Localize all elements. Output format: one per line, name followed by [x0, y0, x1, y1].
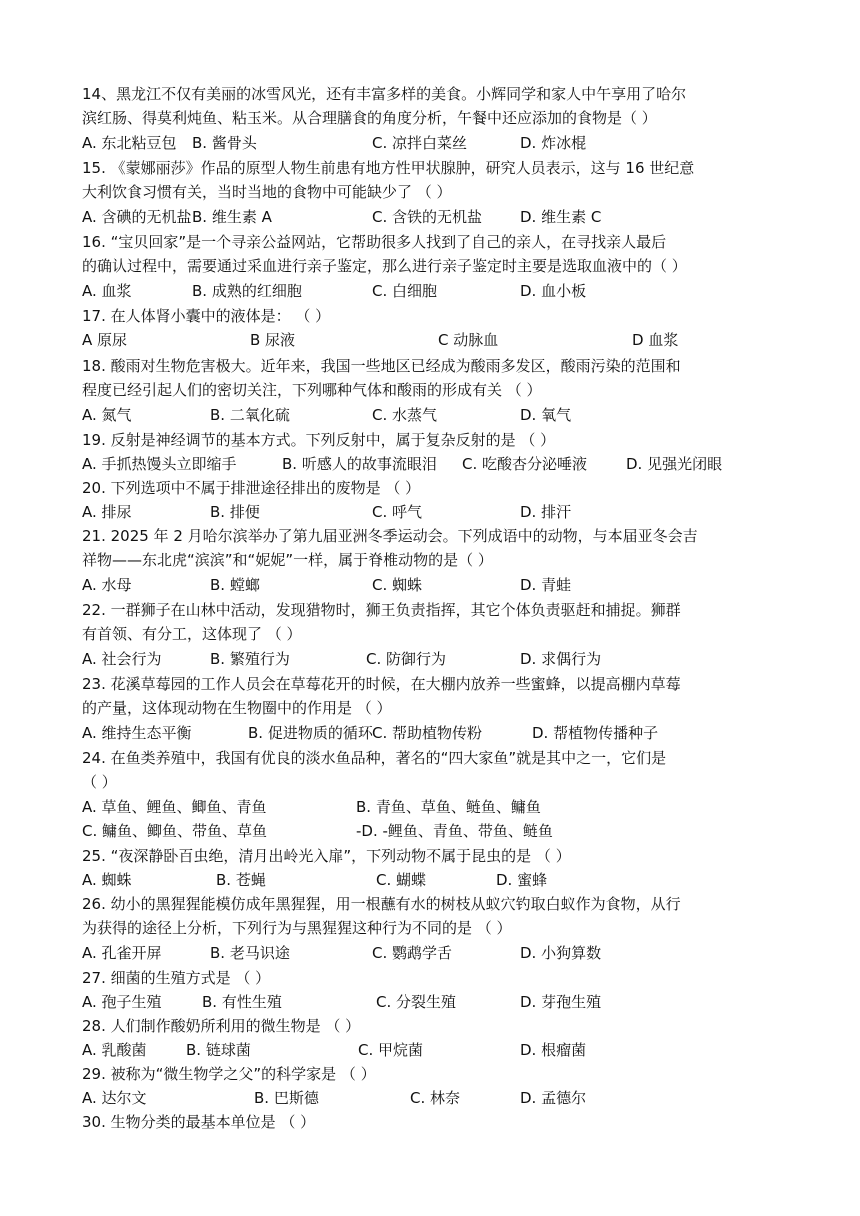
answer-option: B. 链球菌 — [186, 1041, 251, 1060]
answer-option: C. 甲烷菌 — [358, 1041, 424, 1060]
answer-option: A. 手抓热馒头立即缩手 — [82, 455, 237, 474]
answer-option: A. 乳酸菌 — [82, 1041, 147, 1060]
answer-option: A. 孔雀开屏 — [82, 943, 162, 962]
answer-option: B. 繁殖行为 — [210, 649, 290, 668]
question-stem-line: 大利饮食习惯有关，当时当地的食物中可能缺少了 （ ） — [82, 183, 452, 202]
answer-option: B. 有性生殖 — [202, 993, 282, 1012]
answer-option: D. 芽孢生殖 — [520, 993, 602, 1012]
answer-option: D. 青蛙 — [520, 575, 572, 594]
answer-option: C. 凉拌白菜丝 — [372, 133, 468, 152]
question-stem-line: （ ） — [82, 773, 117, 792]
question-stem-line: 为获得的途径上分析，下列行为与黑猩猩这种行为不同的是 （ ） — [82, 919, 512, 938]
answer-option: D. 维生素 C — [520, 207, 602, 226]
question-stem-line: 28. 人们制作酸奶所利用的微生物是 （ ） — [82, 1017, 361, 1035]
question-stem-line: 24. 在鱼类养殖中，我国有优良的淡水鱼品种，著名的“四大家鱼”就是其中之一，它们是 — [82, 749, 667, 767]
answer-option: C 动脉血 — [438, 331, 499, 350]
answer-option: D. 见强光闭眼 — [626, 455, 723, 474]
answer-option: D. 孟德尔 — [520, 1089, 587, 1108]
question-stem-line: 25. “夜深静卧百虫绝，清月出岭光入扉”，下列动物不属于昆虫的是 （ ） — [82, 847, 571, 865]
answer-option: B. 酱骨头 — [192, 133, 257, 152]
answer-option: C. 水蒸气 — [372, 405, 438, 424]
answer-option: B. 青鱼、草鱼、鲢鱼、鳙鱼 — [356, 797, 541, 816]
question-stem-line: 29. 被称为“微生物学之父”的科学家是 （ ） — [82, 1065, 376, 1083]
answer-option: B. 老马识途 — [210, 943, 290, 962]
question-stem-line: 20. 下列选项中不属于排泄途径排出的废物是 （ ） — [82, 479, 421, 497]
question-stem-line: 15. 《蒙娜丽莎》作品的原型人物生前患有地方性甲状腺肿，研究人员表示，这与 16 世纪意 — [82, 159, 695, 177]
question-stem-line: 18. 酸雨对生物危害极大。近年来，我国一些地区已经成为酸雨多发区，酸雨污染的范围和 — [82, 357, 681, 375]
answer-option: A. 蜘蛛 — [82, 871, 132, 890]
answer-option: A. 孢子生殖 — [82, 993, 162, 1012]
answer-option: D. 蜜蜂 — [496, 871, 548, 890]
answer-option: D 血浆 — [632, 331, 679, 350]
answer-option: A. 含碘的无机盐 — [82, 207, 192, 226]
question-stem-line: 程度已经引起人们的密切关注，下列哪种气体和酸雨的形成有关 （ ） — [82, 381, 542, 400]
answer-option: B. 巴斯德 — [254, 1089, 319, 1108]
answer-option: -D. -鲤鱼、青鱼、带鱼、鲢鱼 — [356, 822, 553, 841]
answer-option: C. 分裂生殖 — [376, 993, 457, 1012]
question-stem-line: 滨红肠、得莫利炖鱼、粘玉米。从合理膳食的角度分析，午餐中还应添加的食物是（ ） — [82, 109, 657, 128]
answer-option: B. 听感人的故事流眼泪 — [282, 455, 437, 474]
answer-option: C. 吃酸杏分泌唾液 — [462, 455, 588, 474]
question-stem-line: 27. 细菌的生殖方式是 （ ） — [82, 969, 271, 987]
question-stem-line: 26. 幼小的黑猩猩能模仿成年黑猩猩，用一根蘸有水的树枝从蚁穴钓取白蚁作为食物，从行 — [82, 895, 681, 913]
question-stem-line: 16. “宝贝回家”是一个寻亲公益网站，它帮助很多人找到了自己的亲人，在寻找亲人最后 — [82, 233, 667, 251]
question-stem-line: 17. 在人体肾小囊中的液体是： （ ） — [82, 307, 331, 325]
answer-option: B. 苍蝇 — [216, 871, 266, 890]
question-stem-line: 30. 生物分类的最基本单位是 （ ） — [82, 1113, 316, 1131]
answer-option: C. 白细胞 — [372, 281, 438, 300]
answer-option: B. 维生素 A — [192, 207, 272, 226]
question-stem-line: 19. 反射是神经调节的基本方式。下列反射中，属于复杂反射的是 （ ） — [82, 431, 556, 449]
answer-option: B. 二氧化硫 — [210, 405, 290, 424]
answer-option: C. 鹦鹉学舌 — [372, 943, 453, 962]
answer-option: D. 帮植物传播种子 — [532, 723, 659, 742]
question-stem-line: 14、黑龙江不仅有美丽的冰雪风光，还有丰富多样的美食。小辉同学和家人中午享用了哈尔 — [82, 85, 687, 103]
answer-option: A. 血浆 — [82, 281, 132, 300]
answer-option: C. 帮助植物传粉 — [372, 723, 483, 742]
question-stem-line: 有首领、有分工，这体现了 （ ） — [82, 625, 302, 644]
answer-option: C. 蜘蛛 — [372, 575, 423, 594]
answer-option: A 原尿 — [82, 331, 128, 350]
answer-option: C. 林奈 — [410, 1089, 461, 1108]
answer-option: A. 达尔文 — [82, 1089, 147, 1108]
question-stem-line: 21. 2025 年 2 月哈尔滨举办了第九届亚洲冬季运动会。下列成语中的动物，与本届亚冬会吉 — [82, 527, 698, 545]
answer-option: B. 促进物质的循环 — [248, 723, 373, 742]
answer-option: A. 东北粘豆包 — [82, 133, 177, 152]
question-stem-line: 23. 花溪草莓园的工作人员会在草莓花开的时候，在大棚内放养一些蜜蜂，以提高棚内草莓 — [82, 675, 681, 693]
answer-option: D. 根瘤菌 — [520, 1041, 587, 1060]
answer-option: B. 排便 — [210, 503, 260, 522]
answer-option: C. 鳙鱼、鲫鱼、带鱼、草鱼 — [82, 822, 268, 841]
question-stem-line: 的确认过程中，需要通过采血进行亲子鉴定，那么进行亲子鉴定时主要是选取血液中的（ ） — [82, 257, 687, 276]
answer-option: C. 含铁的无机盐 — [372, 207, 483, 226]
answer-option: B. 螳螂 — [210, 575, 260, 594]
answer-option: D. 排汗 — [520, 503, 572, 522]
answer-option: A. 维持生态平衡 — [82, 723, 192, 742]
answer-option: A. 草鱼、鲤鱼、鲫鱼、青鱼 — [82, 797, 267, 816]
answer-option: D. 炸冰棍 — [520, 133, 587, 152]
answer-option: C. 呼气 — [372, 503, 423, 522]
answer-option: B 尿液 — [250, 331, 296, 350]
answer-option: B. 成熟的红细胞 — [192, 281, 302, 300]
answer-option: D. 小狗算数 — [520, 943, 602, 962]
answer-option: D. 求偶行为 — [520, 649, 602, 668]
answer-option: C. 防御行为 — [366, 649, 447, 668]
answer-option: A. 排尿 — [82, 503, 132, 522]
answer-option: A. 社会行为 — [82, 649, 162, 668]
question-stem-line: 22. 一群狮子在山林中活动，发现猎物时，狮王负责指挥，其它个体负责驱赶和捕捉。狮群 — [82, 601, 681, 619]
answer-option: A. 水母 — [82, 575, 132, 594]
answer-option: D. 氧气 — [520, 405, 572, 424]
answer-option: D. 血小板 — [520, 281, 587, 300]
question-stem-line: 的产量，这体现动物在生物圈中的作用是 （ ） — [82, 699, 392, 718]
answer-option: A. 氮气 — [82, 405, 132, 424]
answer-option: C. 蝴蝶 — [376, 871, 427, 890]
question-stem-line: 祥物——东北虎“滨滨”和“妮妮”一样，属于脊椎动物的是（ ） — [82, 551, 493, 570]
